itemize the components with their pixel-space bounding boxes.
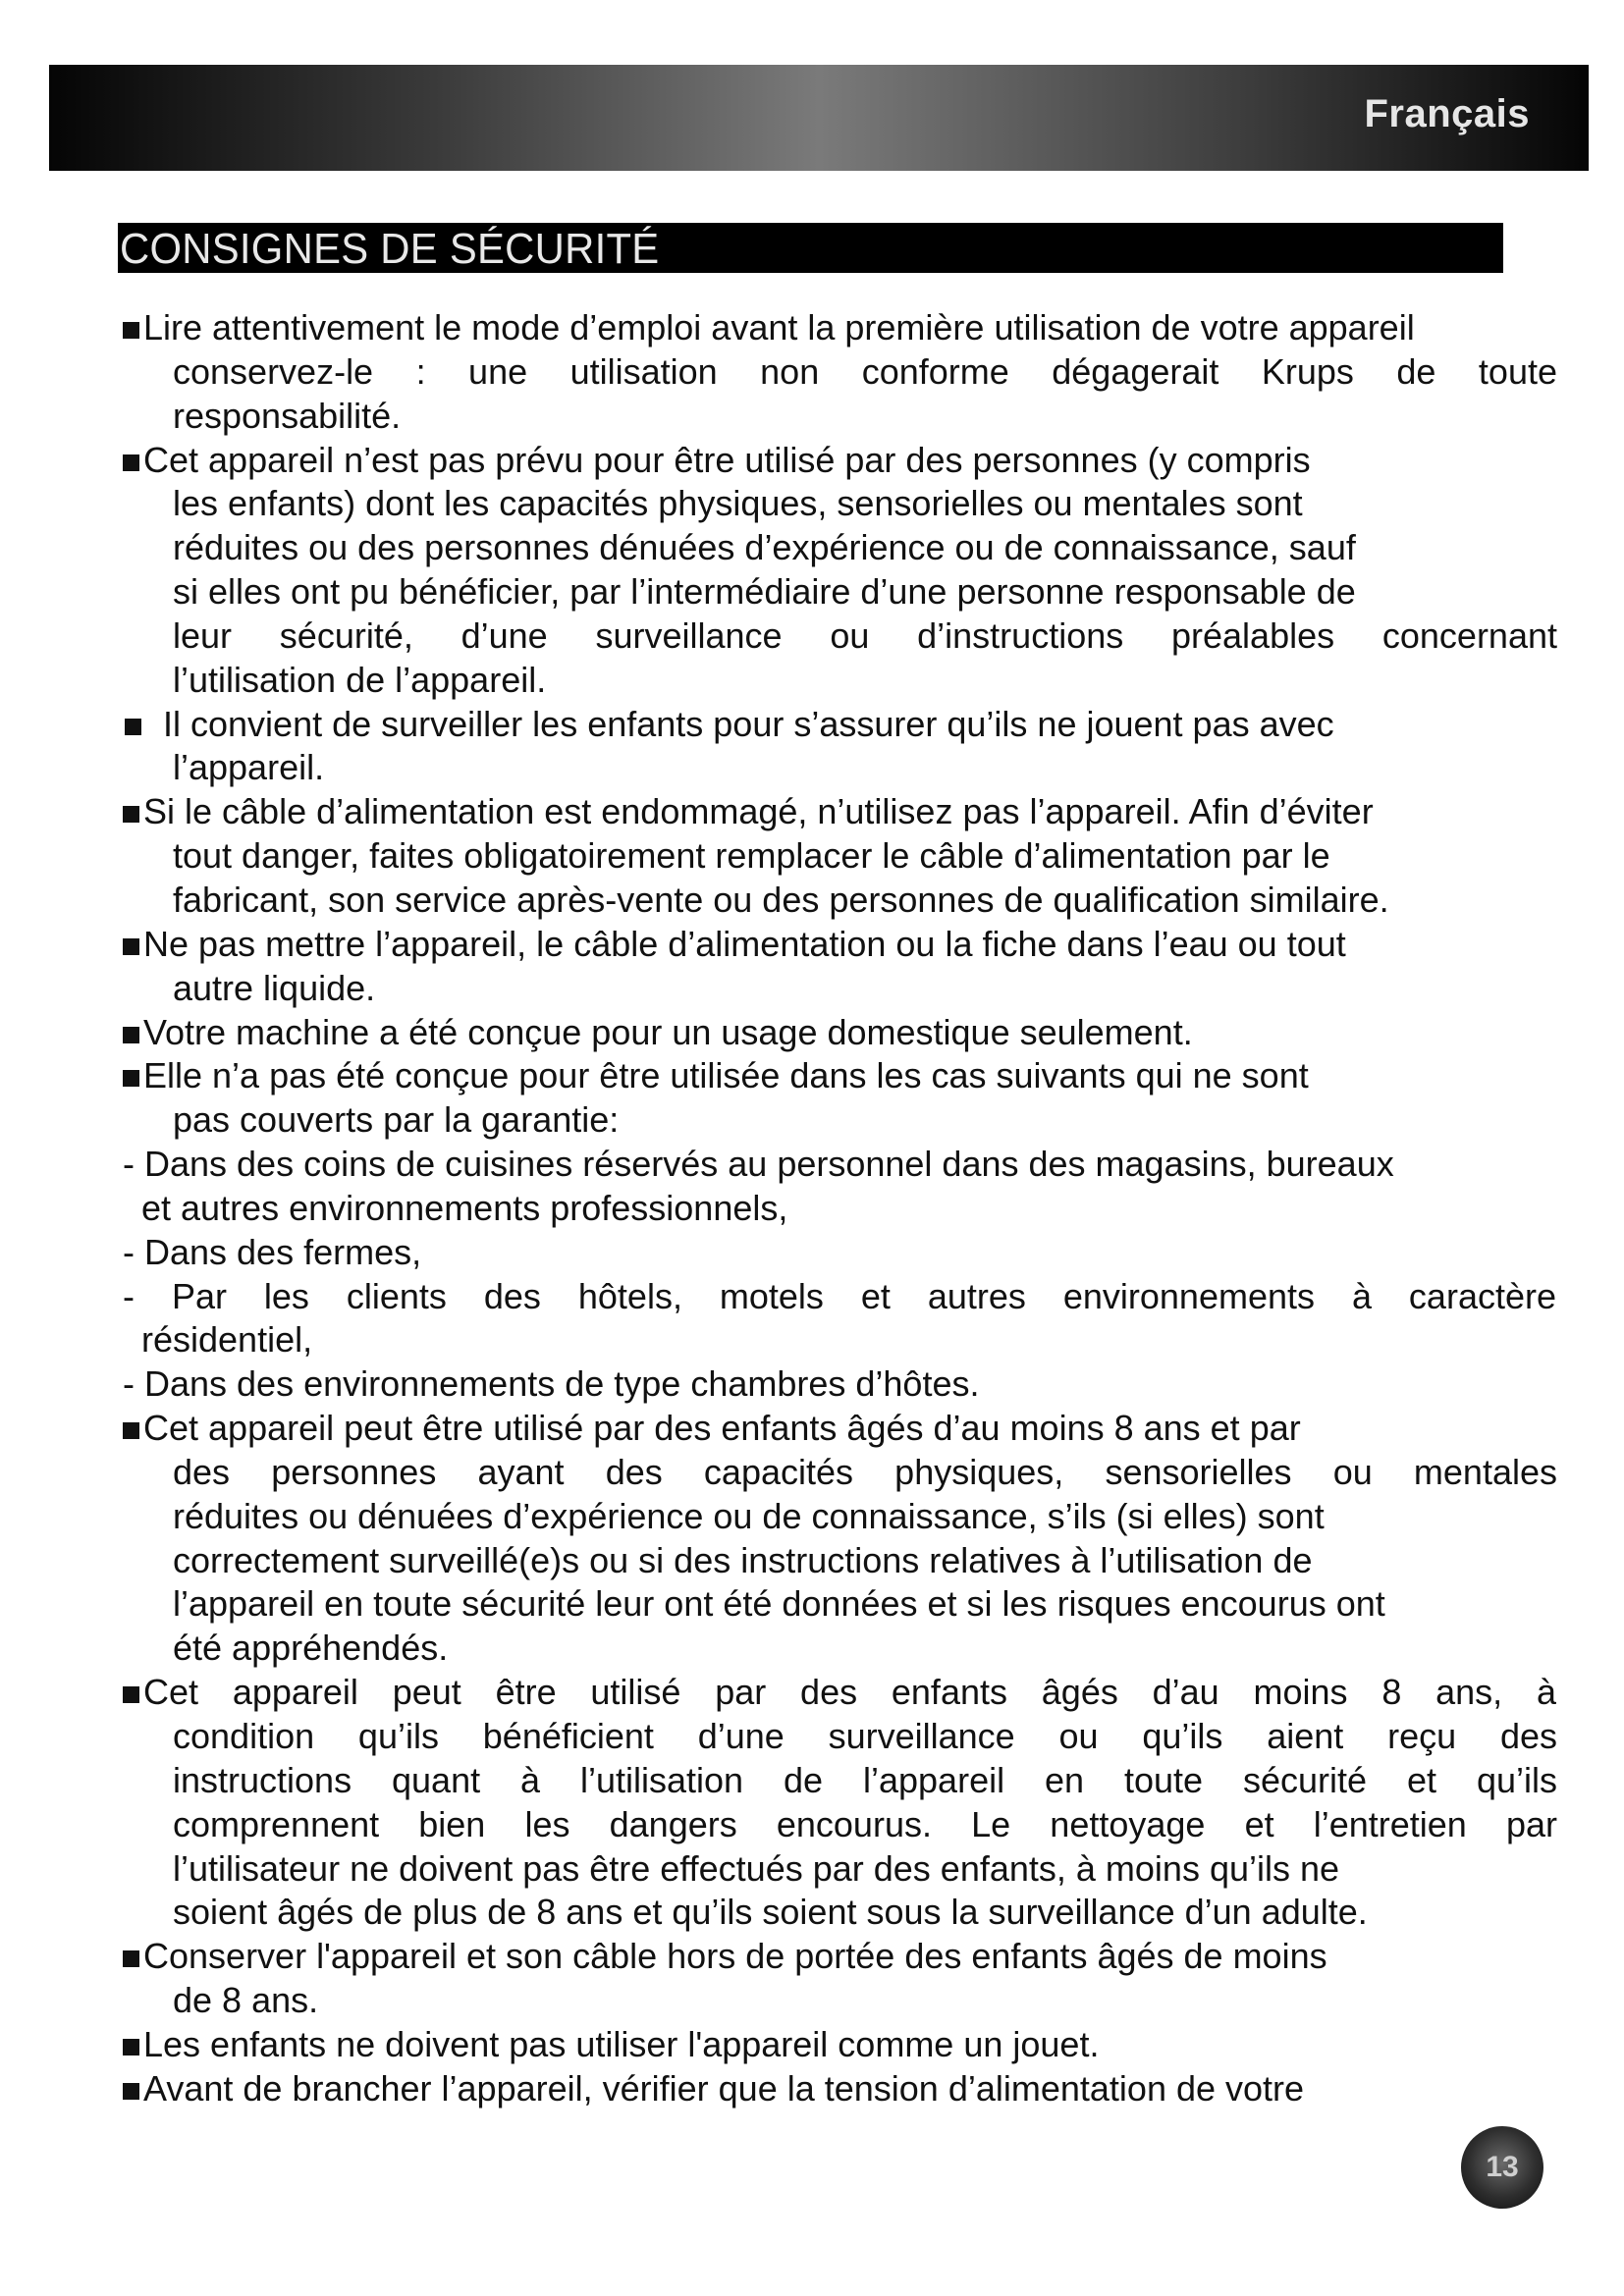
bullet-item <box>123 923 1586 1011</box>
bullet-square-icon <box>123 1070 139 1087</box>
text-line <box>123 1803 1557 1847</box>
text-line <box>123 1098 1586 1143</box>
bullet-item <box>123 1935 1586 2023</box>
text-line <box>123 1891 1586 1935</box>
line-text: tout danger, faites obligatoirement remplacer le câble d’alimentation par le <box>173 835 1330 877</box>
text-line <box>123 1011 1586 1055</box>
text-line <box>123 1539 1586 1583</box>
text-line <box>123 395 1586 439</box>
bullet-square-icon <box>125 719 141 735</box>
bullet-square-icon <box>123 938 139 955</box>
text-line <box>123 834 1586 879</box>
line-text: des personnes ayant des capacités physiques, sensorielles ou mentales <box>173 1451 1557 1492</box>
line-text: pas couverts par la garantie: <box>173 1099 620 1141</box>
bullet-square-icon <box>123 806 139 823</box>
line-text: - Dans des fermes, <box>123 1231 422 1272</box>
page-number-badge: 13 <box>1461 2126 1543 2209</box>
line-text: de 8 ans. <box>173 1980 319 2021</box>
text-line <box>123 570 1586 614</box>
bullet-square-icon <box>123 322 139 339</box>
line-text: comprennent bien les dangers encourus. Le nettoyage et l’entretien par <box>173 1803 1557 1844</box>
bullet-item <box>123 1054 1586 1143</box>
dash-item <box>123 1231 1586 1275</box>
text-line <box>123 1143 1586 1187</box>
text-line <box>123 1627 1586 1671</box>
line-text: leur sécurité, d’une surveillance ou d’instructions préalables concernant <box>173 614 1557 656</box>
bullet-square-icon <box>123 2083 139 2100</box>
line-text: Votre machine a été conçue pour un usage domestique seulement. <box>143 1011 1193 1052</box>
text-line <box>123 879 1586 923</box>
language-label: Français <box>1364 92 1530 135</box>
text-line <box>123 306 1586 350</box>
line-text: Lire attentivement le mode d’emploi avant la première utilisation de votre appareil <box>143 307 1415 347</box>
line-text: - Par les clients des hôtels, motels et autres environnements à caractère <box>123 1275 1556 1316</box>
line-text: Si le câble d’alimentation est endommagé, n’utilisez pas l’appareil. Afin d’éviter <box>143 791 1374 832</box>
line-text: Conserver l'appareil et son câble hors de portée des enfants âgés de moins <box>143 1936 1327 1977</box>
line-text: les enfants) dont les capacités physiques, sensorielles ou mentales sont <box>173 483 1303 524</box>
line-text: soient âgés de plus de 8 ans et qu’ils soient sous la surveillance d’un adulte. <box>173 1892 1368 1933</box>
text-line <box>123 526 1586 570</box>
bullet-item <box>123 2023 1586 2067</box>
text-line <box>123 1362 1586 1407</box>
bullet-item <box>123 1011 1586 1055</box>
line-text: résidentiel, <box>141 1319 313 1361</box>
text-line <box>123 439 1586 483</box>
section-title-bar <box>118 223 1503 273</box>
line-text: fabricant, son service après-vente ou des personnes de qualification similaire. <box>173 879 1389 920</box>
line-text: - Dans des environnements de type chambres d’hôtes. <box>123 1363 980 1405</box>
bullet-item <box>123 1671 1586 1935</box>
line-text: Les enfants ne doivent pas utiliser l'appareil comme un jouet. <box>143 2023 1100 2064</box>
line-text: l’utilisateur ne doivent pas être effectués par des enfants, à moins qu’ils ne <box>173 1847 1340 1889</box>
section-title: CONSIGNES DE SÉCURITÉ <box>120 225 660 273</box>
line-text: Ne pas mettre l’appareil, le câble d’alimentation ou la fiche dans l’eau ou tout <box>143 923 1346 964</box>
text-line <box>123 746 1586 790</box>
bullet-square-icon <box>123 2039 139 2056</box>
line-text: conservez-le : une utilisation non conforme dégagerait Krups de toute <box>173 350 1557 392</box>
text-line <box>123 1935 1586 1979</box>
line-text: et autres environnements professionnels, <box>141 1187 788 1228</box>
line-text: responsabilité. <box>173 395 402 436</box>
text-line <box>123 1847 1586 1892</box>
bullet-item <box>123 790 1586 923</box>
bullet-item <box>123 1407 1586 1671</box>
line-text: réduites ou dénuées d’expérience ou de connaissance, s’ils (si elles) sont <box>173 1495 1325 1536</box>
safety-instructions-list <box>123 306 1586 2111</box>
text-line <box>123 1495 1586 1539</box>
text-line <box>123 482 1586 526</box>
text-line <box>123 614 1557 659</box>
text-line <box>123 1759 1557 1803</box>
text-line <box>123 1054 1586 1098</box>
text-line <box>123 659 1586 703</box>
text-line <box>123 1582 1586 1627</box>
line-text: correctement surveillé(e)s ou si des instructions relatives à l’utilisation de <box>173 1539 1313 1580</box>
line-text: Elle n’a pas été conçue pour être utilisée dans les cas suivants qui ne sont <box>143 1055 1309 1096</box>
line-text: l’appareil. <box>173 747 325 788</box>
text-line <box>123 350 1557 395</box>
dash-item <box>123 1362 1586 1407</box>
text-line <box>123 923 1586 967</box>
bullet-item <box>123 439 1586 703</box>
text-line <box>123 1231 1586 1275</box>
text-line <box>123 1715 1557 1759</box>
line-text: été appréhendés. <box>173 1628 449 1669</box>
bullet-item <box>123 703 1586 791</box>
line-text: Cet appareil n’est pas prévu pour être utilisé par des personnes (y compris <box>143 439 1311 480</box>
text-line <box>123 1318 1586 1362</box>
bullet-square-icon <box>123 1422 139 1439</box>
bullet-square-icon <box>123 1686 139 1703</box>
bullet-square-icon <box>123 1027 139 1043</box>
line-text: Cet appareil peut être utilisé par des enfants âgés d’au moins 8 ans, à <box>143 1672 1556 1713</box>
line-text: condition qu’ils bénéficient d’une surveillance ou qu’ils aient reçu des <box>173 1716 1557 1756</box>
line-text: autre liquide. <box>173 967 376 1008</box>
text-line <box>123 1275 1556 1319</box>
text-line <box>123 790 1586 834</box>
dash-item <box>123 1143 1586 1231</box>
text-line <box>123 2067 1586 2111</box>
text-line <box>123 1979 1586 2023</box>
line-text: instructions quant à l’utilisation de l’appareil en toute sécurité et qu’ils <box>173 1759 1557 1800</box>
line-text: l’utilisation de l’appareil. <box>173 659 547 700</box>
line-text: Il convient de surveiller les enfants pour s’assurer qu’ils ne jouent pas avec <box>163 703 1334 744</box>
line-text: réduites ou des personnes dénuées d’expérience ou de connaissance, sauf <box>173 527 1356 568</box>
line-text: Avant de brancher l’appareil, vérifier que la tension d’alimentation de votre <box>143 2067 1305 2109</box>
bullet-square-icon <box>123 454 139 471</box>
bullet-item <box>123 2067 1586 2111</box>
bullet-square-icon <box>123 1950 139 1967</box>
line-text: - Dans des coins de cuisines réservés au personnel dans des magasins, bureaux <box>123 1144 1394 1185</box>
language-header-bar <box>49 65 1589 171</box>
text-line <box>123 967 1586 1011</box>
text-line <box>123 703 1586 747</box>
bullet-item <box>123 306 1586 439</box>
line-text: Cet appareil peut être utilisé par des enfants âgés d’au moins 8 ans et par <box>143 1408 1301 1449</box>
text-line <box>123 2023 1586 2067</box>
text-line <box>123 1187 1586 1231</box>
text-line <box>123 1451 1557 1495</box>
text-line <box>123 1671 1556 1715</box>
line-text: l’appareil en toute sécurité leur ont été données et si les risques encourus ont <box>173 1583 1385 1625</box>
text-line <box>123 1407 1586 1451</box>
line-text: si elles ont pu bénéficier, par l’intermédiaire d’une personne responsable de <box>173 571 1356 613</box>
dash-item <box>123 1275 1586 1363</box>
